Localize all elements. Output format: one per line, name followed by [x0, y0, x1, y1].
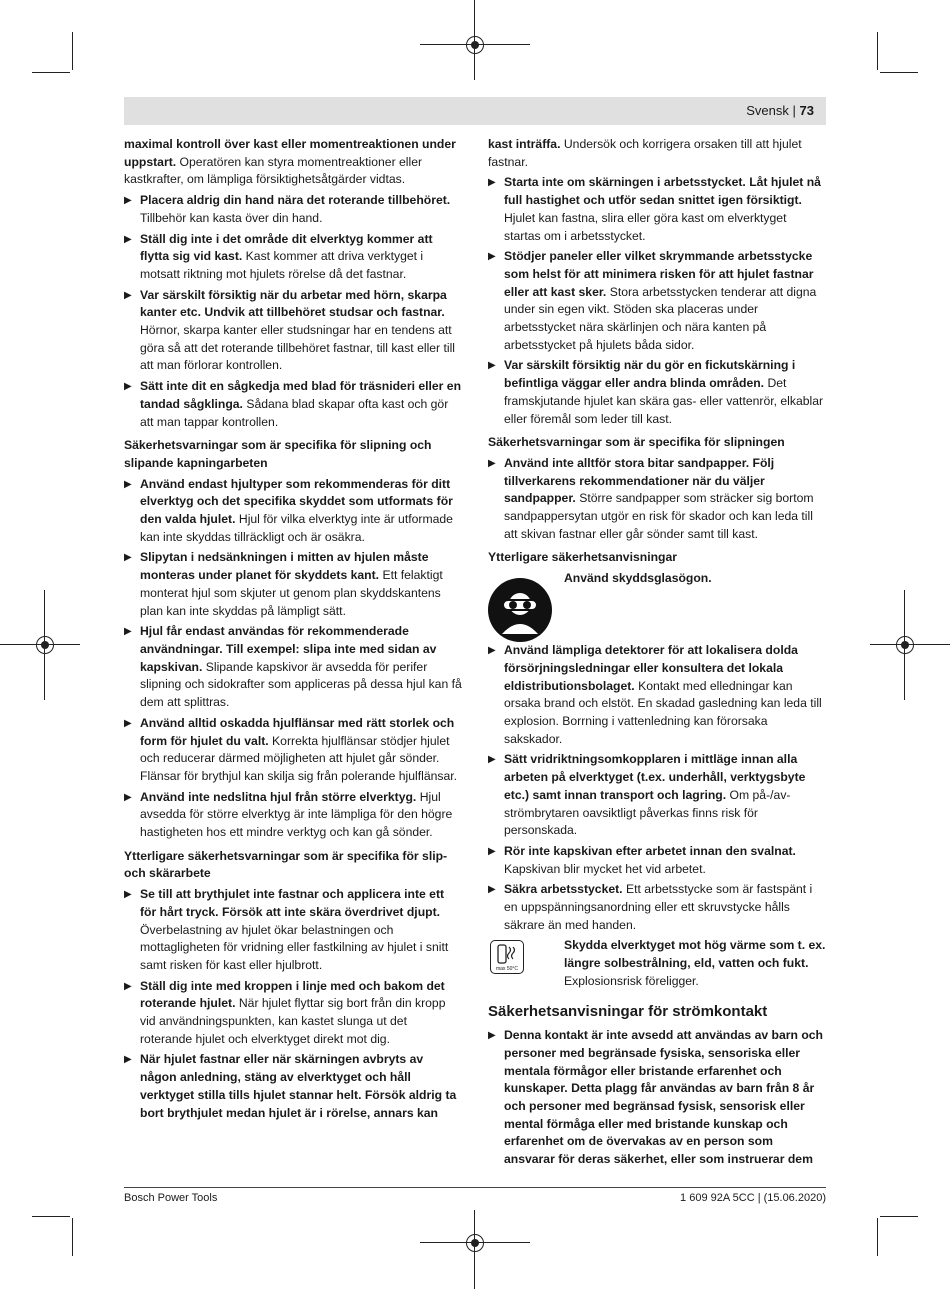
left-list-a	[124, 192, 462, 431]
crop-mark	[72, 32, 73, 70]
max-temperature-icon	[490, 940, 524, 974]
list-item	[488, 357, 826, 428]
list-item	[124, 886, 462, 975]
bullet-arrow-icon: ▶	[124, 717, 132, 729]
bullet-arrow-icon: ▶	[488, 177, 496, 189]
continued-text: Undersök och korrigera orsaken till att hjulet fastnar.	[488, 137, 802, 169]
list-item-bold: Var särskilt försiktig när du arbetar med hörn, skarpa kanter etc. Undvik att tillbehöret studsar och fastnar.	[140, 287, 447, 320]
bullet-arrow-icon: ▶	[124, 381, 132, 393]
list-item-text: Hörnor, skarpa kanter eller studsningar har en tendens att göra så att det roterande tillbehöret fastnar, till kast eller till att man förlorar kontrollen.	[140, 323, 456, 373]
list-item	[488, 881, 826, 934]
heat-bold: Skydda elverktyget mot hög värme som t. ex. längre solbestrålning, eld, vatten och fukt.	[564, 938, 826, 971]
crop-mark	[880, 72, 918, 73]
list-item	[488, 751, 826, 840]
list-item-text: Kontakt med elledningar kan orsaka brand och elstöt. En skadad gasledning kan leda till explosion. Borrning i vattenledning kan förorsaka sakskador.	[504, 678, 822, 746]
bullet-arrow-icon: ▶	[488, 645, 496, 657]
list-item	[124, 476, 462, 547]
list-item-text: Kast kommer att driva verktyget i motsatt riktning mot hjulets rörelse då det fastnar.	[140, 249, 424, 281]
right-column	[488, 136, 826, 1172]
safety-goggles-icon	[488, 578, 552, 642]
bullet-arrow-icon: ▶	[488, 1030, 496, 1042]
list-item-bold: Placera aldrig din hand nära det roterande tillbehöret.	[140, 193, 451, 208]
footer-brand: Bosch Power Tools	[124, 1192, 218, 1204]
goggles-text: Använd skyddsglasögon.	[564, 571, 712, 586]
crop-mark	[32, 72, 70, 73]
footer-doc-id: 1 609 92A 5CC | (15.06.2020)	[680, 1192, 826, 1204]
list-item-text: Om på-/av-strömbrytaren oavsiktligt påverkas finns risk för personskada.	[504, 787, 791, 838]
crop-mark	[32, 1216, 70, 1217]
section-heading: Säkerhetsvarningar som är specifika för slipningen	[488, 435, 785, 450]
intro-bold: maximal kontroll över kast eller momentreaktionen under uppstart.	[124, 137, 456, 169]
list-item-text: Hjul avsedda för större elverktyg är inte lämpliga för den högre hastigheten hos ett mindre verktyg och kan gå sönder.	[140, 789, 453, 840]
list-item-bold: Stödjer paneler eller vilket skrymmande arbetsstycke som helst för att minimera risken för att hjulet fastnar eller att kast sker.	[504, 249, 814, 299]
left-list-b	[124, 476, 462, 842]
section-heading: Ytterligare säkerhetsvarningar som är specifika för slip- och skärarbete	[124, 848, 448, 881]
list-item-text: Större sandpapper som sträcker sig bortom sandpappersytan utgör en risk för skador och kan leda till att skivan fastnar eller går sönder samt till kast.	[504, 491, 814, 541]
bullet-arrow-icon: ▶	[488, 360, 496, 372]
list-item	[124, 192, 462, 227]
bullet-arrow-icon: ▶	[124, 552, 132, 564]
list-item-bold: Var särskilt försiktig när du gör en fickutskärning i befintliga väggar eller andra blinda områden.	[504, 358, 796, 391]
list-item-bold: Sätt vridriktningsomkopplaren i mittläge innan alla arbeten på elverktyget (t.ex. underhåll, verktygsbyte etc.) samt innan transport och lagring.	[504, 752, 806, 802]
crop-mark	[877, 1218, 878, 1256]
list-item-bold: Ställ dig inte med kroppen i linje med och bakom det roterande hjulet.	[140, 978, 445, 1011]
bullet-arrow-icon: ▶	[488, 754, 496, 766]
heat-icon-label: max 50°C	[495, 966, 519, 973]
list-item	[488, 1027, 826, 1169]
footer-rule	[124, 1187, 826, 1188]
list-item	[124, 549, 462, 620]
section-heading: Ytterligare säkerhetsanvisningar	[488, 550, 677, 565]
list-item-text: Tillbehör kan kasta över din hand.	[140, 210, 323, 225]
intro-text: Operatören kan styra momentreaktioner eller kastkrafter, om lämpliga försiktighetsåtgärder vidtas.	[124, 154, 423, 187]
list-item	[124, 715, 462, 786]
continued-bold: kast inträffa.	[488, 137, 561, 151]
page-number: 73	[799, 103, 814, 118]
bullet-arrow-icon: ▶	[124, 980, 132, 992]
section-heading-large: Säkerhetsanvisningar för strömkontakt	[488, 1003, 768, 1021]
list-item-bold: Se till att brythjulet inte fastnar och applicera inte ett för hårt tryck. Försök att inte skära överdrivet djupt.	[140, 887, 445, 919]
list-item-text: Stora arbetsstycken tenderar att digna under sin egen vikt. Stöden ska placeras under arbetsstycket nära skärlinjen och nära kanten på arbetsstycket på hjulets båda sidor.	[504, 284, 817, 352]
list-item-text: Ett arbetsstycke som är fastspänt i en uppspänningsanordning eller ett skruvstycke hålls säkrare än med handen.	[504, 882, 813, 932]
list-item-bold: När hjulet fastnar eller när skärningen avbryts av någon anledning, stäng av elverktyget och håll verktyget stilla tills hjulet stannar helt. Försök aldrig ta bort brythjulet medan hjulet är i rörelse, annars kan	[140, 1052, 457, 1120]
list-item-bold: Använd inte alltför stora bitar sandpapper. Följ tillverkarens rekommendationer när du väljer sandpapper.	[504, 455, 775, 506]
list-item	[488, 174, 826, 245]
list-item	[124, 1051, 462, 1122]
list-item-text: Hjul för vilka elverktyg inte är utformade kan inte skyddas tillräckligt och är osäkra.	[140, 512, 453, 544]
list-item-bold: Sätt inte dit en sågkedja med blad för träsnideri eller en tandad sågklinga.	[140, 379, 462, 411]
continued-paragraph	[488, 136, 826, 171]
crop-mark	[880, 1216, 918, 1217]
bullet-arrow-icon: ▶	[488, 884, 496, 896]
right-list-a	[488, 174, 826, 428]
registration-target-icon	[896, 636, 914, 654]
list-item	[124, 623, 462, 712]
bullet-arrow-icon: ▶	[488, 457, 496, 469]
list-item-bold: Slipytan i nedsänkningen i mitten av hjulen måste monteras under planet för skyddets kant.	[140, 550, 429, 583]
left-column	[124, 136, 462, 1125]
list-item-text: Korrekta hjulflänsar stödjer hjulet och reducerar därmed möjligheten att hjulet går sönder. Flänsar för brythjul kan skilja sig från polerande hjulflänsar.	[140, 733, 458, 783]
list-item-bold: Hjul får endast användas för rekommenderade användningar. Till exempel: slipa inte med sidan av kapskivan.	[140, 624, 437, 674]
list-item	[124, 287, 462, 376]
list-item	[488, 843, 826, 878]
bullet-arrow-icon: ▶	[124, 1054, 132, 1066]
header-text	[746, 103, 814, 118]
bullet-arrow-icon: ▶	[124, 626, 132, 638]
list-item-text: Det framskjutande hjulet kan skära gas- eller vattenrör, elkablar eller föremål som leder till kast.	[504, 376, 824, 426]
list-item	[124, 978, 462, 1049]
list-item-bold: Använd inte nedslitna hjul från större elverktyg.	[140, 789, 417, 804]
list-item-bold: Använd alltid oskadda hjulflänsar med rätt storlek och form för hjulet du valt.	[140, 715, 455, 748]
list-item-bold: Använd endast hjultyper som rekommenderas för ditt elverktyg och det specifika skyddet som utformats för den valda hjulet.	[140, 476, 453, 527]
right-list-c	[488, 642, 826, 934]
registration-target-icon	[36, 636, 54, 654]
intro-paragraph	[124, 136, 462, 189]
list-item-text: Kapskivan blir mycket het vid arbetet.	[504, 861, 706, 876]
list-item-text: När hjulet flyttar sig bort från din kropp vid användningspunkten, kan kastet slunga ut det roterande hjulet och elverktyget direkt mot dig.	[140, 996, 446, 1046]
list-item-bold: Denna kontakt är inte avsedd att användas av barn och personer med begränsade fysiska, sensoriska eller mentala förmågor eller bristande erfarenhet och kunskaper. Detta plagg får användas av barn från 8 år och personer med begränsad fysisk, sensorisk eller mental förmåga eller med bristande kunskap och erfarenhet om de övervakas av en person som ansvarar för deras säkerhet, eller som instruerar dem	[504, 1028, 824, 1167]
list-item	[124, 789, 462, 842]
bullet-arrow-icon: ▶	[488, 845, 496, 857]
header-language: Svensk	[746, 103, 789, 118]
bullet-arrow-icon: ▶	[124, 233, 132, 245]
right-list-d	[488, 1027, 826, 1169]
list-item-text: Överbelastning av hjulet ökar belastningen och mottagligheten för vridning eller fastkilning av hjulet i snitt samt risken för kast eller hjulbrott.	[140, 922, 449, 972]
bullet-arrow-icon: ▶	[124, 195, 132, 207]
header-separator: |	[792, 103, 796, 118]
list-item	[488, 455, 826, 544]
list-item-text: Hjulet kan fastna, slira eller göra kast om elverktyget startas om i arbetsstycket.	[504, 210, 787, 243]
list-item-bold: Starta inte om skärningen i arbetsstycket. Låt hjulet nå full hastighet och utför sedan snittet igen försiktigt.	[504, 175, 821, 208]
left-list-c	[124, 886, 462, 1122]
list-item-bold: Säkra arbetsstycket.	[504, 882, 623, 897]
section-heading: Säkerhetsvarningar som är specifika för slipning och slipande kapningarbeten	[124, 438, 432, 470]
bullet-arrow-icon: ▶	[124, 791, 132, 803]
heat-text: Explosionsrisk föreligger.	[564, 973, 699, 988]
list-item-text: Ett felaktigt monterat hjul som skjuter ut genom plan skyddskantens plan kan inte skyddas på lämpligt sätt.	[140, 568, 443, 618]
bullet-arrow-icon: ▶	[124, 889, 132, 901]
crop-mark	[877, 32, 878, 70]
registration-target-icon	[466, 1234, 484, 1252]
list-item	[488, 642, 826, 748]
list-item-bold: Ställ dig inte i det område dit elverktyg kommer att flytta sig vid kast.	[140, 231, 433, 264]
goggles-notice	[488, 570, 826, 636]
heat-text-block	[564, 937, 826, 990]
list-item-text: Slipande kapskivor är avsedda för perifer slipning och sidokrafter som appliceras på dessa hjul kan få dem att splittras.	[140, 659, 462, 710]
right-list-b	[488, 455, 826, 544]
list-item	[124, 378, 462, 431]
bullet-arrow-icon: ▶	[124, 478, 132, 490]
bullet-arrow-icon: ▶	[488, 251, 496, 263]
list-item-text: Sådana blad skapar ofta kast och gör att man tappar kontrollen.	[140, 396, 449, 429]
list-item-bold: Rör inte kapskivan efter arbetet innan den svalnat.	[504, 843, 796, 858]
heat-notice	[488, 937, 826, 993]
list-item	[124, 231, 462, 284]
list-item-bold: Använd lämpliga detektorer för att lokalisera dolda försörjningsledningar eller konsultera det lokala eldistributionsbolaget.	[504, 643, 798, 693]
list-item	[488, 248, 826, 354]
bullet-arrow-icon: ▶	[124, 289, 132, 301]
crop-mark	[72, 1218, 73, 1256]
registration-target-icon	[466, 36, 484, 54]
page-header	[124, 97, 826, 125]
